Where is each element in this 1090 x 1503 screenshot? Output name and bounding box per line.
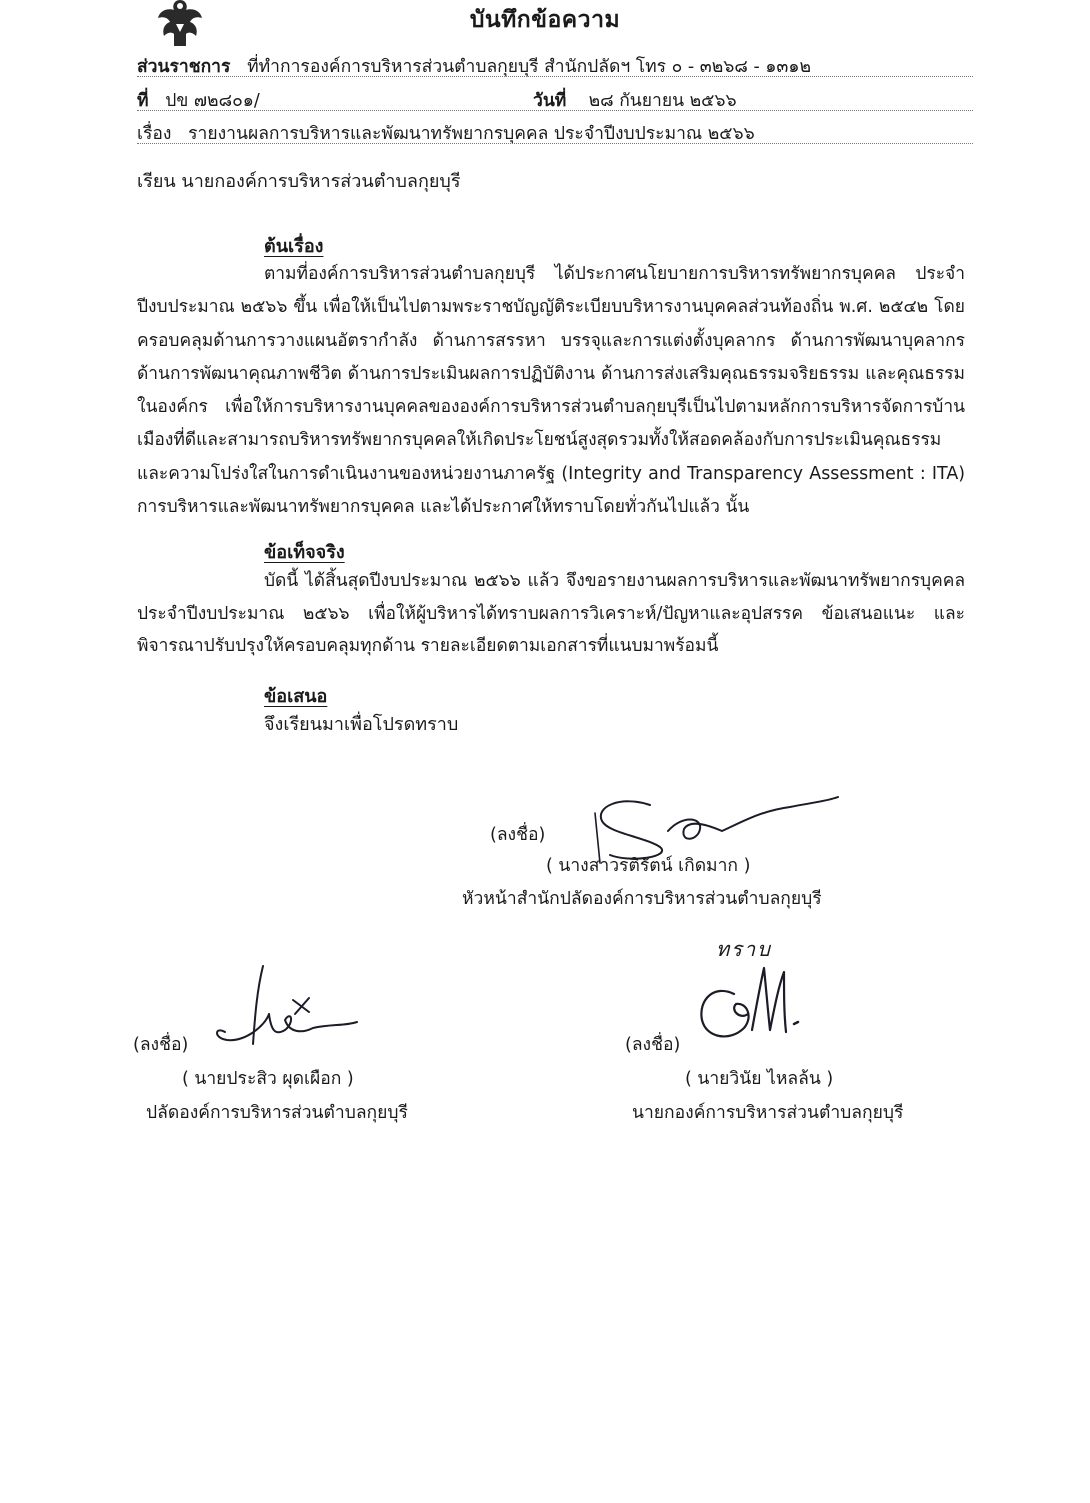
- proposal-text: จึงเรียนมาเพื่อโปรดทราบ: [264, 714, 459, 735]
- mayor-signature-image: [690, 958, 820, 1053]
- clerk-name: ( นายประสิว ผุดเผือก ): [182, 1069, 354, 1089]
- background-heading: ต้นเรื่อง: [264, 236, 324, 257]
- reference-label: ที่: [137, 91, 149, 111]
- head-name: ( นางสาวรติรัตน์ เกิดมาก ): [546, 856, 751, 876]
- agency-value: ที่ทำการองค์การบริหารส่วนตำบลกุยบุรี สำนักปลัดฯ โทร ๐ - ๓๒๖๘ - ๑๓๑๒: [247, 57, 812, 77]
- mayor-name: ( นายวินัย ไหลล้น ): [685, 1069, 834, 1089]
- mayor-sign-label: (ลงชื่อ): [625, 1035, 681, 1055]
- reference-value: ปข ๗๒๘๐๑/: [165, 91, 260, 111]
- mayor-position: นายกองค์การบริหารส่วนตำบลกุยบุรี: [632, 1103, 904, 1123]
- clerk-position: ปลัดองค์การบริหารส่วนตำบลกุยบุรี: [146, 1103, 408, 1123]
- head-sign-label: (ลงชื่อ): [490, 825, 546, 845]
- dotted-rule: [137, 143, 973, 144]
- subject-value: รายงานผลการบริหารและพัฒนาทรัพยากรบุคคล ประจำปีงบประมาณ ๒๕๖๖: [188, 124, 755, 144]
- clerk-signature-image: [205, 960, 365, 1060]
- mayor-handwritten-note: ทราบ: [716, 937, 772, 961]
- head-position: หัวหน้าสำนักปลัดองค์การบริหารส่วนตำบลกุยบุรี: [462, 889, 822, 909]
- salutation: เรียน นายกองค์การบริหารส่วนตำบลกุยบุรี: [137, 171, 461, 192]
- facts-heading: ข้อเท็จจริง: [264, 542, 345, 563]
- document-title: บันทึกข้อความ: [469, 7, 621, 33]
- clerk-sign-label: (ลงชื่อ): [133, 1035, 189, 1055]
- dotted-rule: [137, 110, 973, 111]
- background-paragraph: ตามที่องค์การบริหารส่วนตำบลกุยบุรี ได้ประกาศนโยบายการบริหารทรัพยากรบุคคล ประจำปีงบประมาณ ๒๕๖๖ ขึ้น เพื่อให้เป็นไปตามพระราชบัญญัติระเบียบบริหารงานบุคคลส่วนท้องถิ่น พ.ศ. ๒๕๔๒ โดยครอบคลุมด้านการวางแผนอัตรากำลัง ด้านการสรรหา บรรจุและการแต่งตั้งบุคลากร ด้านการพัฒนาบุคลากร ด้านการพัฒนาคุณภาพชีวิต ด้านการประเมินผลการปฏิบัติงาน ด้านการส่งเสริมคุณธรรมจริยธรรม และคุณธรรมในองค์กร เพื่อให้การบริหารงานบุคคลขององค์การบริหารส่วนตำบลกุยบุรีเป็นไปตามหลักการบริหารจัดการบ้านเมืองที่ดีและสามารถบริหารทรัพยากรบุคคลให้เกิดประโยชน์สูงสุดรวมทั้งให้สอดคล้องกับการประเมินคุณธรรมและความโปร่งใสในการดำเนินงานของหน่วยงานภาครัฐ (Integrity and Transparency Assessment : ITA) การบริหารและพัฒนาทรัพยากรบุคคล และได้ประกาศให้ทราบโดยทั่วกันไปแล้ว นั้น: [137, 264, 965, 518]
- facts-paragraph: บัดนี้ ได้สิ้นสุดปีงบประมาณ ๒๕๖๖ แล้ว จึงขอรายงานผลการบริหารและพัฒนาทรัพยากรบุคคล ประจำปีงบประมาณ ๒๕๖๖ เพื่อให้ผู้บริหารได้ทราบผลการวิเคราะห์/ปัญหาและอุปสรรค ข้อเสนอแนะ และพิจารณาปรับปรุงให้ครอบคลุมทุกด้าน รายละเอียดตามเอกสารที่แนบมาพร้อมนี้: [137, 571, 965, 656]
- dotted-rule: [137, 76, 973, 77]
- proposal-heading: ข้อเสนอ: [264, 686, 328, 707]
- date-value: ๒๘ กันยายน ๒๕๖๖: [588, 91, 737, 111]
- agency-label: ส่วนราชการ: [137, 57, 231, 77]
- subject-label: เรื่อง: [137, 124, 172, 144]
- date-label: วันที่: [533, 91, 567, 111]
